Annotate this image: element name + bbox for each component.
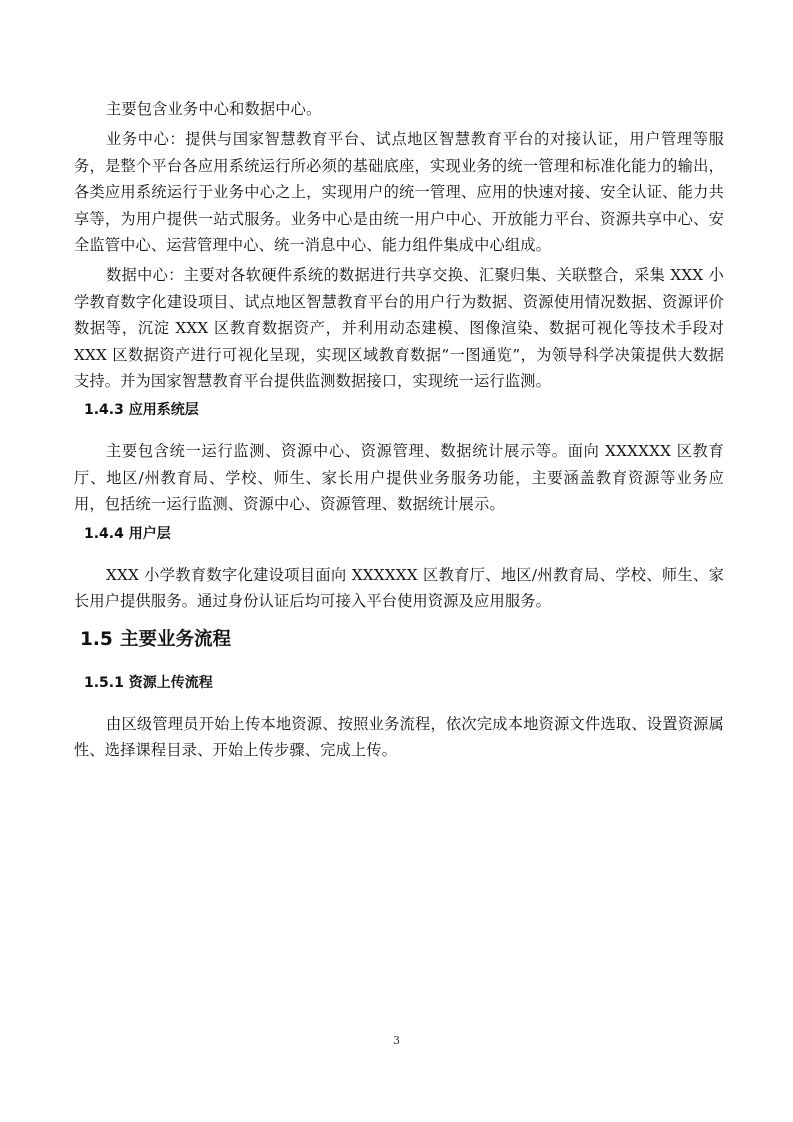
paragraph-business-center: 业务中心：提供与国家智慧教育平台、试点地区智慧教育平台的对接认证，用户管理等服务，是整个平台各应用系统运行所必须的基础底座，实现业务的统一管理和标准化能力的输出，各类应用系统运行于业务中心之上，实现用户的统一管理、应用的快速对接、安全认证、能力共享等，为用户提供一站式服务。业务中心是由统一用户中心、开放能力平台、资源共享中心、安全监管中心、运营管理中心、统一消息中心、能力组件集成中心组成。 xyxy=(74,130,724,255)
paragraph-user-layer: XXX 小学教育数字化建设项目面向 XXXXXX 区教育厅、地区/州教育局、学校、师生、家长用户提供服务。通过身份认证后均可接入平台使用资源及应用服务。 xyxy=(74,565,724,611)
page-number: 3 xyxy=(393,1034,400,1047)
heading-1-5-number: 1.5 xyxy=(80,628,113,650)
paragraph-intro: 主要包含业务中心和数据中心。 xyxy=(106,100,322,118)
paragraph-application-layer: 主要包含统一运行监测、资源中心、资源管理、数据统计展示等。面向 XXXXXX 区教育厅、地区/州教育局、学校、师生、家长用户提供业务服务功能，主要涵盖教育资源等业务应用，包括统一运行监测、资源中心、资源管理、数据统计展示。 xyxy=(74,442,724,514)
paragraph-upload-flow: 由区级管理员开始上传本地资源、按照业务流程，依次完成本地资源文件选取、设置资源属性、选择课程目录、开始上传步骤、完成上传。 xyxy=(74,714,724,759)
heading-1-5-title: 主要业务流程 xyxy=(120,628,232,650)
heading-1-5 xyxy=(74,625,724,655)
heading-1-4-3: 1.4.3 应用系统层 xyxy=(84,402,199,419)
heading-1-4-4: 1.4.4 用户层 xyxy=(84,525,171,542)
paragraph-data-center: 数据中心：主要对各软硬件系统的数据进行共享交换、汇聚归集、关联整合，采集 XXX 小学教育数字化建设项目、试点地区智慧教育平台的用户行为数据、资源使用情况数据、资源评价数据等，沉淀 XXX 区教育数据资产，并利用动态建模、图像渲染、数据可视化等技术手段对 XXX 区数据资产进行可视化呈现，实现区域教育数据“一图通览”，为领导科学决策提供大数据支持。并为国家智慧教育平台提供监测数据接口，实现统一运行监测。 xyxy=(74,266,724,391)
heading-1-5-1: 1.5.1 资源上传流程 xyxy=(84,674,213,691)
document-body xyxy=(74,96,724,763)
